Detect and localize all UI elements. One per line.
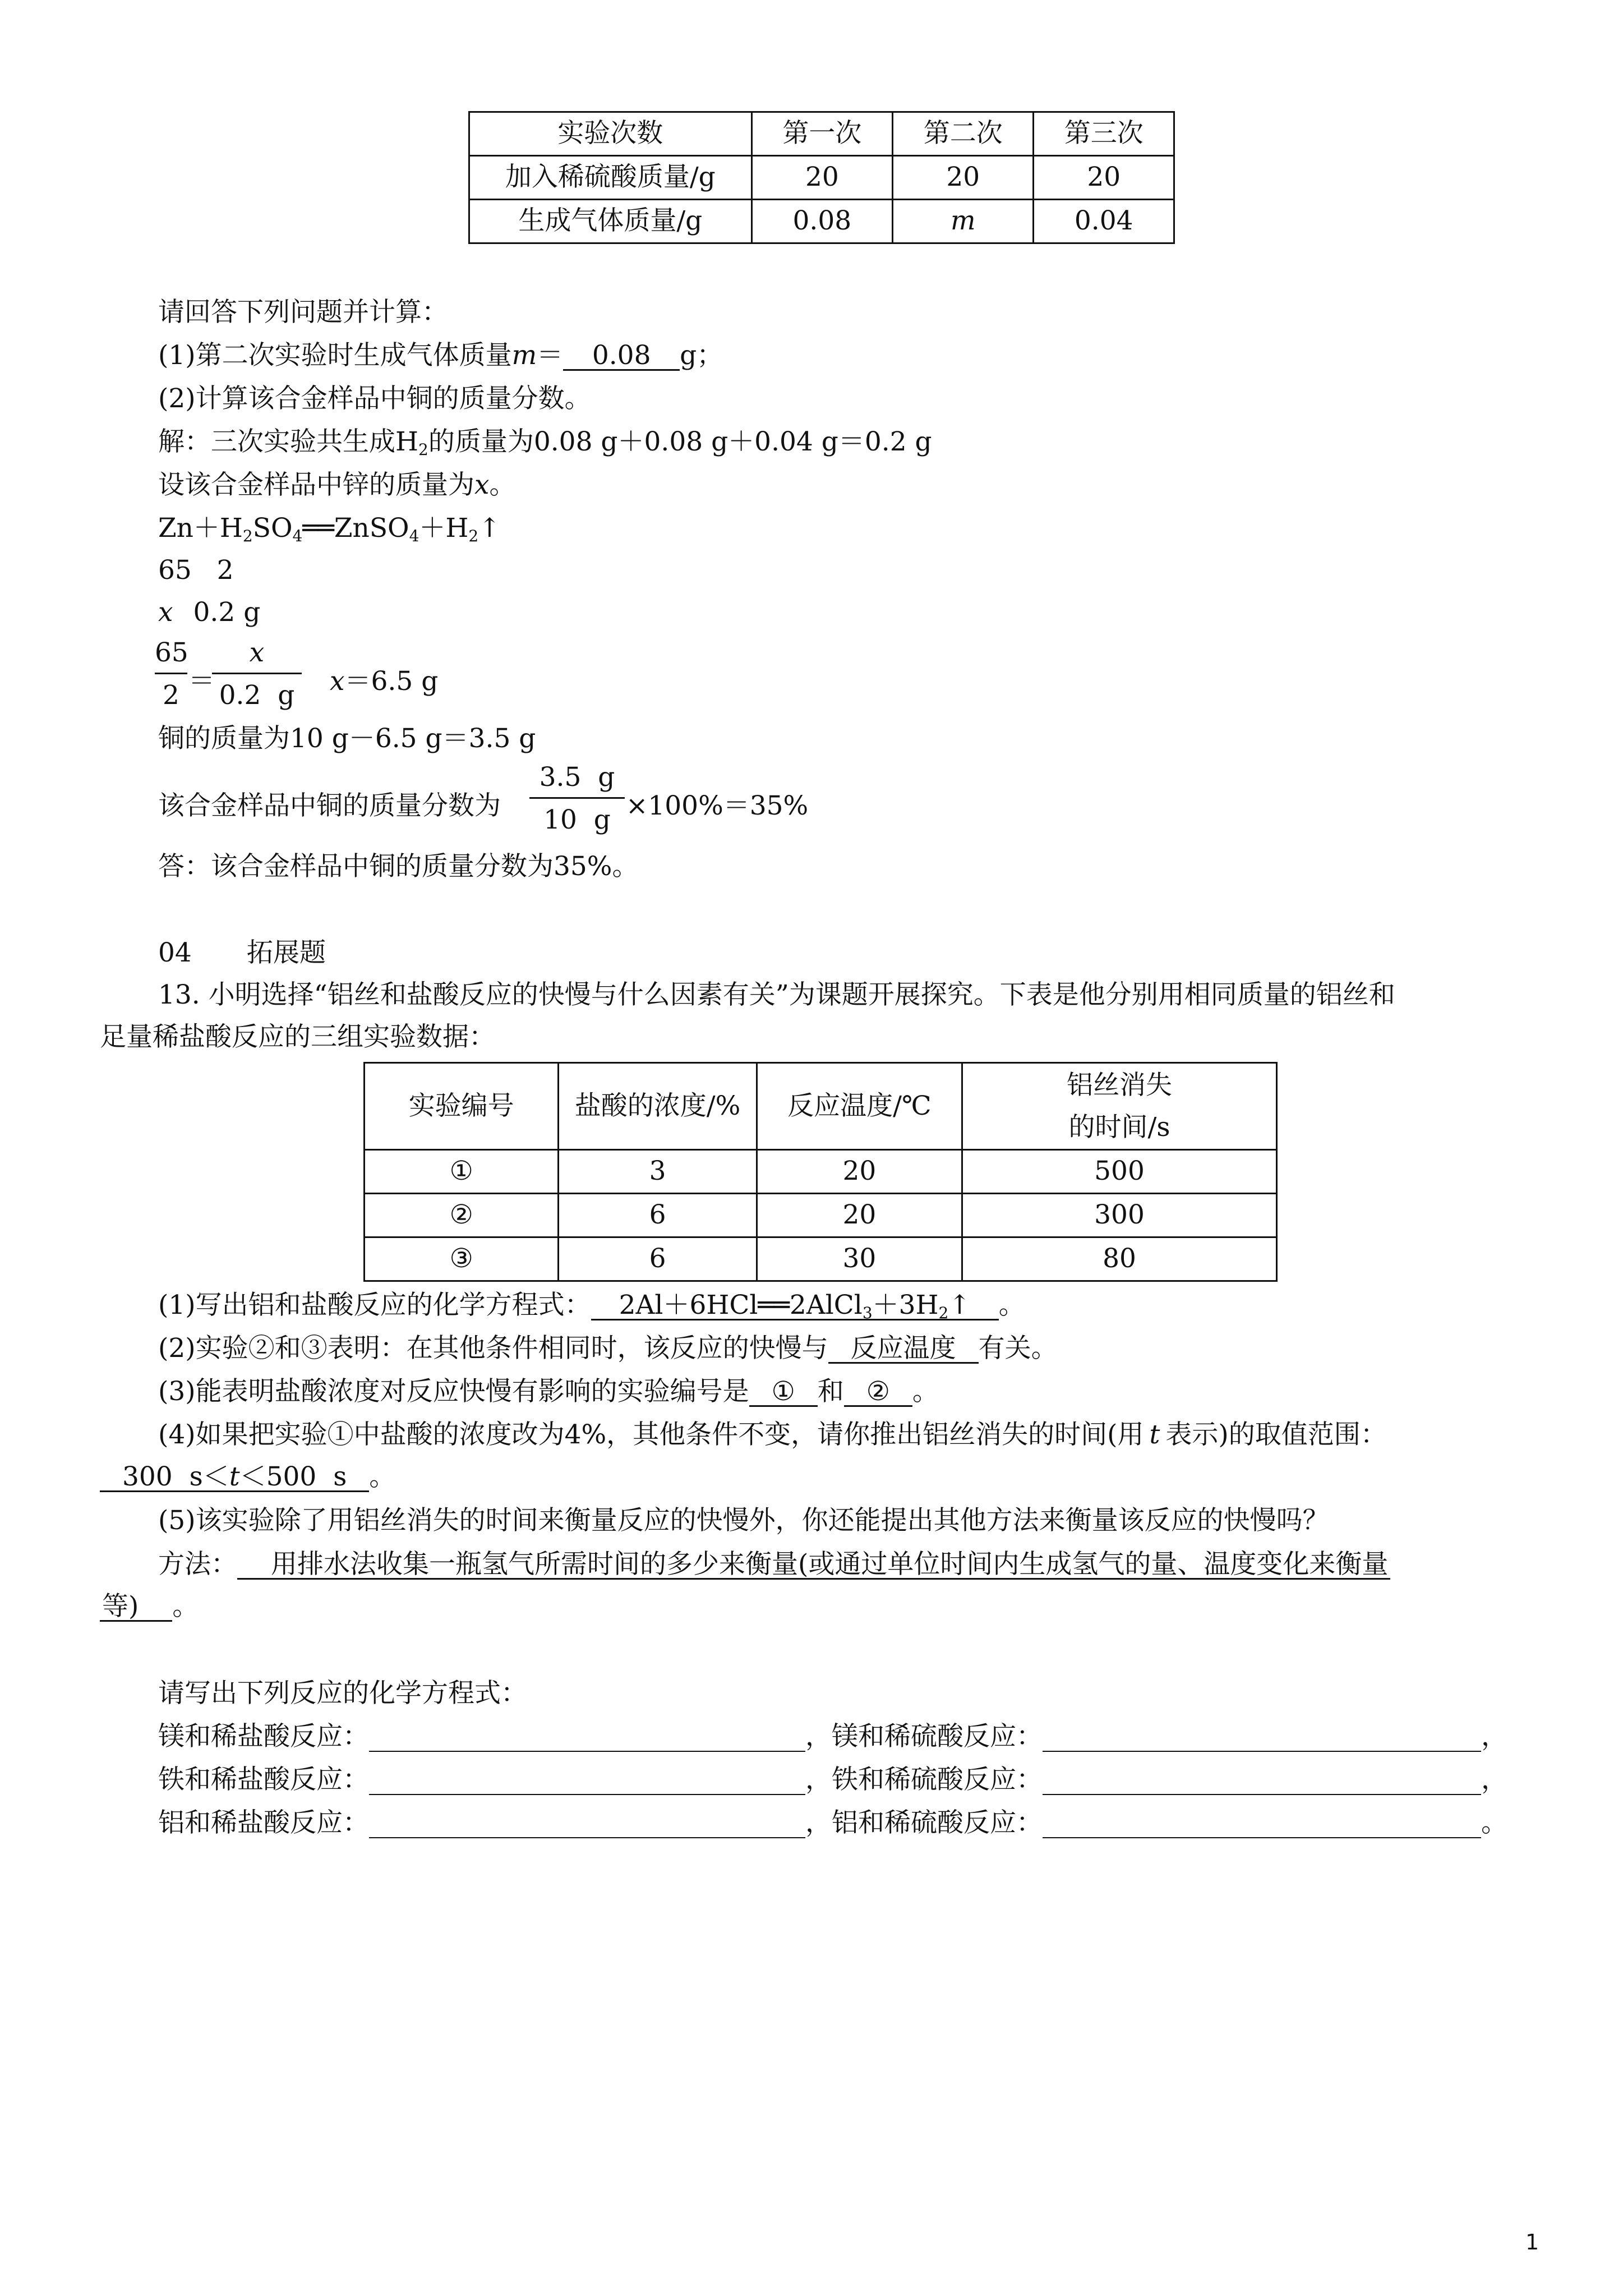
table-cell: 500: [962, 1150, 1277, 1194]
table-cell: ③: [365, 1237, 559, 1281]
section-number: 04: [158, 937, 192, 968]
answer-blank: 用排水法收集一瓶氢气所需时间的多少来衡量(或通过单位时间内生成氢气的量、温度变化来衡量: [237, 1550, 1390, 1580]
table-cell: 80: [962, 1237, 1277, 1281]
table-header-cell: 铝丝消失 的时间/s: [962, 1063, 1277, 1150]
table-cell: m: [893, 200, 1034, 243]
gas-mass-table: [468, 111, 1175, 244]
fill-blank[interactable]: [1043, 1725, 1481, 1752]
q13-part-5: (5)该实验除了用铝丝消失的时间来衡量反应的快慢外，你还能提出其他方法来衡量该反应的快慢吗？: [158, 1505, 1329, 1536]
fill-blank[interactable]: [1043, 1768, 1481, 1795]
aluminum-experiment-table: [363, 1062, 1278, 1282]
question-2: (2)计算该合金样品中铜的质量分数。: [158, 383, 591, 414]
table-header-cell: 第三次: [1034, 112, 1174, 156]
fraction-suffix: ×100%＝35%: [626, 790, 809, 821]
section-title: 拓展题: [247, 937, 326, 968]
table-header-cell: 第二次: [893, 112, 1034, 156]
table-cell: 0.08: [751, 200, 893, 243]
page-number: 1: [1525, 2230, 1539, 2254]
fraction-copper: $\frac{3.5 g}{10 g}$: [529, 764, 625, 833]
fill-blank[interactable]: [369, 1725, 805, 1752]
q13-intro-line-1: 13. 小明选择“铝丝和盐酸反应的快慢与什么因素有关”为课题开展探究。下表是他分别用相同质量的铝丝和: [158, 979, 1395, 1010]
x-result: x＝6.5 g: [330, 666, 439, 697]
table-cell: ②: [365, 1194, 559, 1237]
fill-blank[interactable]: [369, 1768, 805, 1795]
table-cell: 20: [757, 1150, 962, 1194]
table-cell: 20: [751, 156, 893, 200]
q13-part-4: (4)如果把实验①中盐酸的浓度改为4%，其他条件不变，请你推出铝丝消失的时间(用 t 表示)的取值范围：: [158, 1419, 1387, 1450]
fill-blank[interactable]: [369, 1811, 805, 1838]
table-header-cell: 反应温度/℃: [757, 1063, 962, 1150]
table-cell: 20: [1034, 156, 1174, 200]
table-cell: ①: [365, 1150, 559, 1194]
q13-method-line-1: 方法： 用排水法收集一瓶氢气所需时间的多少来衡量(或通过单位时间内生成氢气的量、温度变化来衡量: [158, 1549, 1390, 1580]
question-1: (1)第二次实验时生成气体质量m＝ 0.08 g；: [158, 340, 723, 371]
fraction-prefix: 该合金样品中铜的质量分数为: [158, 790, 501, 821]
table-cell: 20: [757, 1194, 962, 1237]
ratio-row-2: x 0.2 g: [158, 597, 261, 628]
table-row: [365, 1194, 1277, 1237]
table-row: [469, 112, 1174, 156]
table-header-cell: 第一次: [751, 112, 893, 156]
q13-part-1: (1)写出铝和盐酸反应的化学方程式： $2Al+6HCl══2AlCl_3+3H_2↑$ 。: [158, 1290, 1025, 1322]
answer-blank: ①: [749, 1378, 818, 1407]
equation-row: 铝和稀盐酸反应： ，铝和稀硫酸反应： 。: [158, 1807, 1507, 1838]
equations-intro: 请写出下列反应的化学方程式：: [158, 1678, 527, 1709]
answer-blank: 300 s＜t＜500 s: [100, 1463, 369, 1492]
q13-part-4-answer: 300 s＜t＜500 s 。: [100, 1462, 395, 1492]
table-row: [469, 200, 1174, 243]
answer-blank: $2Al+6HCl══2AlCl_3+3H_2↑$: [591, 1291, 999, 1320]
solution-step-2: 设该合金样品中锌的质量为x。: [158, 470, 516, 500]
table-header-cell: 实验编号: [365, 1063, 559, 1150]
solution-step-1: 解：三次实验共生成$H_2$的质量为0.08 g＋0.08 g＋0.04 g＝0.2 g: [158, 426, 932, 459]
answer-blank: 反应温度: [828, 1335, 979, 1364]
fraction-65-over-2: $\frac{65}{2}$: [155, 637, 188, 711]
table-cell: 生成气体质量/g: [469, 200, 752, 243]
table-cell: 加入稀硫酸质量/g: [469, 156, 752, 200]
copper-mass: 铜的质量为10 g－6.5 g＝3.5 g: [158, 723, 536, 754]
fill-blank[interactable]: [1043, 1811, 1481, 1838]
table-cell: 30: [757, 1237, 962, 1281]
chemical-equation: $Zn+H_2SO_4══ZnSO_4+H_2↑$: [158, 513, 501, 545]
ratio-row-1: 65 2: [158, 555, 234, 586]
q13-intro-line-2: 足量稀盐酸反应的三组实验数据：: [100, 1022, 495, 1052]
table-cell: 300: [962, 1194, 1277, 1237]
table-cell: 20: [893, 156, 1034, 200]
solution-intro: 请回答下列问题并计算：: [158, 297, 448, 328]
q13-part-2: (2)实验②和③表明：在其他条件相同时，该反应的快慢与 反应温度 有关。: [158, 1333, 1058, 1364]
q13-part-3: (3)能表明盐酸浓度对反应快慢有影响的实验编号是 ① 和 ② 。: [158, 1376, 939, 1407]
table-cell: 6: [559, 1194, 757, 1237]
table-row: [469, 156, 1174, 200]
q13-method-line-2: 等) 。: [100, 1591, 199, 1622]
table-cell: 3: [559, 1150, 757, 1194]
answer-blank: ②: [844, 1378, 912, 1407]
table-header-cell: 实验次数: [469, 112, 752, 156]
equation-row: 铁和稀盐酸反应： ，铁和稀硫酸反应： ，: [158, 1764, 1507, 1795]
table-cell: 6: [559, 1237, 757, 1281]
fraction-x-over-0-2g: $\frac{x}{0.2 g}$: [212, 639, 302, 708]
equals-sign: ＝: [188, 666, 215, 697]
table-header-cell: 盐酸的浓度/%: [559, 1063, 757, 1150]
table-cell: 0.04: [1034, 200, 1174, 243]
answer-blank: 0.08: [563, 342, 680, 371]
solution-answer: 答：该合金样品中铜的质量分数为35%。: [158, 851, 639, 882]
table-row: [365, 1063, 1277, 1150]
equation-row: 镁和稀盐酸反应： ，镁和稀硫酸反应： ，: [158, 1721, 1507, 1752]
table-row: [365, 1150, 1277, 1194]
answer-blank: 等): [100, 1593, 172, 1622]
table-row: [365, 1237, 1277, 1281]
